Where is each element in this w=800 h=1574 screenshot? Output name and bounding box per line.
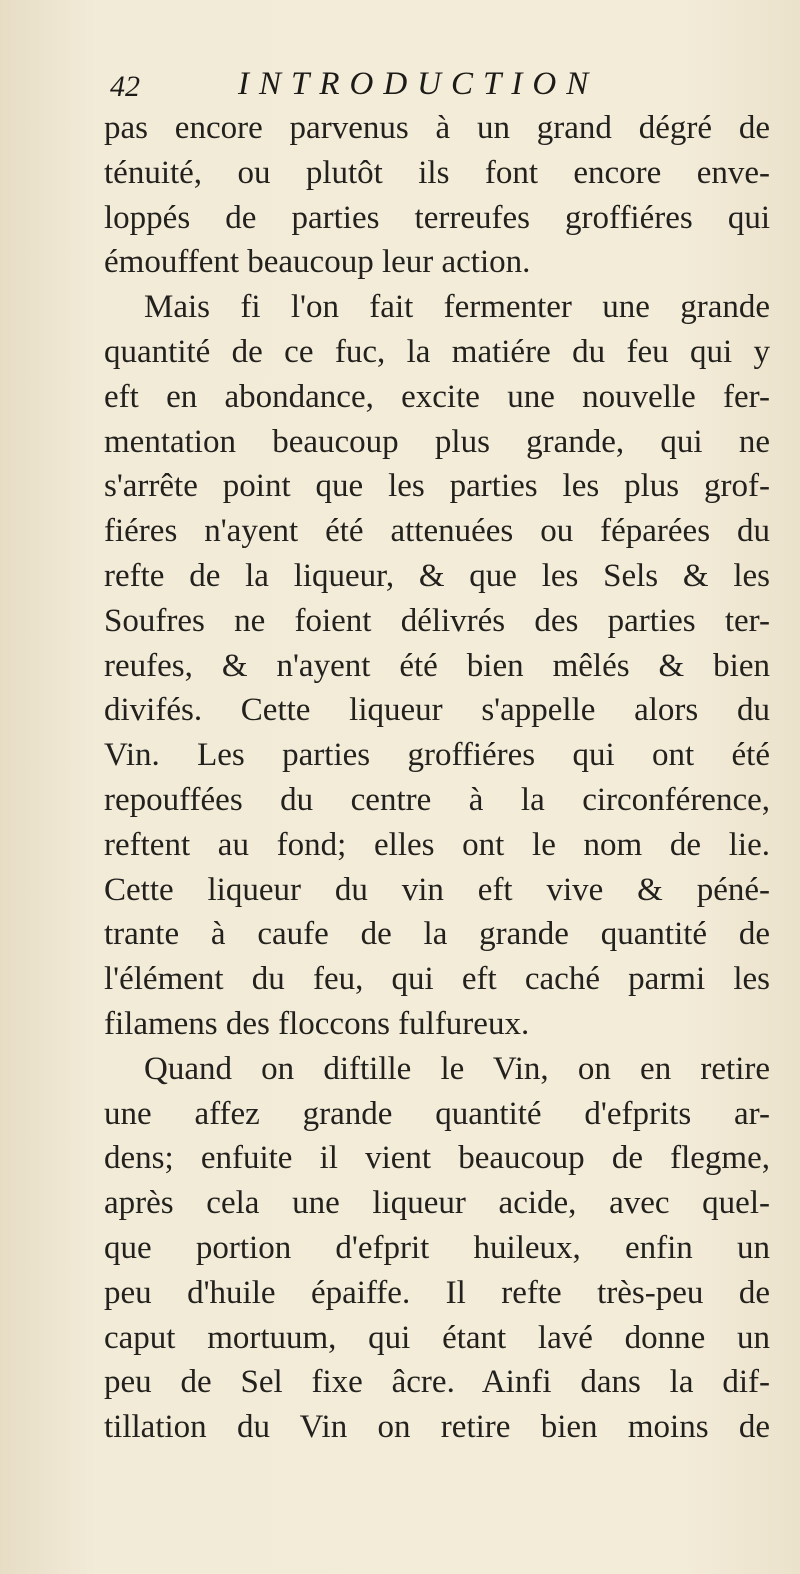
body-text [104,106,770,1450]
text-line-27: peu d'huile épaiffe. Il refte très-peu de [104,1274,770,1311]
text-line-17: reftent au fond; elles ont le nom de lie. [104,826,770,863]
text-line-9: s'arrête point que les parties les plus grof- [104,468,770,505]
text-line-1: pas encore parvenus à un grand dégré de [104,110,770,146]
text-line-10: fiéres n'ayent été attenuées ou féparées du [104,513,770,550]
text-line-4: émouffent beaucoup leur action. [104,244,531,281]
text-line-13: reufes, & n'ayent été bien mêlés & bien [104,647,770,684]
text-line-28: caput mortuum, qui étant lavé donne un [104,1319,770,1356]
text-line-25: après cela une liqueur acide, avec quel- [104,1185,770,1222]
text-line-14: divifés. Cette liqueur s'appelle alors du [104,692,770,729]
text-line-24: dens; enfuite il vient beaucoup de flegme, [104,1140,770,1177]
text-line-3: loppés de parties terreufes groffiéres qui [104,199,770,236]
text-line-16: repouffées du centre à la circonférence, [104,781,770,818]
running-title: INTRODUCTION [238,66,599,102]
text-line-26: que portion d'efprit huileux, enfin un [104,1229,770,1266]
text-line-5: Mais fi l'on fait fermenter une grande [144,289,770,326]
text-line-2: ténuité, ou plutôt ils font encore enve- [104,154,770,191]
text-line-22: Quand on diftille le Vin, on en retire [144,1050,770,1087]
text-line-7: eft en abondance, excite une nouvelle fer- [104,378,770,415]
text-line-21: filamens des floccons fulfureux. [104,1005,530,1042]
text-line-15: Vin. Les parties groffiéres qui ont été [104,737,770,774]
text-line-12: Soufres ne foient délivrés des parties ter- [104,602,770,639]
text-line-8: mentation beaucoup plus grande, qui ne [104,423,770,460]
text-line-11: refte de la liqueur, & que les Sels & les [104,557,770,594]
text-line-29: peu de Sel fixe âcre. Ainfi dans la dif- [104,1364,770,1401]
text-line-23: une affez grande quantité d'efprits ar- [104,1095,770,1132]
text-line-18: Cette liqueur du vin eft vive & péné- [104,871,770,908]
text-line-6: quantité de ce fuc, la matiére du feu qui y [104,333,770,370]
page-number: 42 [110,70,140,103]
text-line-30: tillation du Vin on retire bien moins de [104,1409,770,1446]
text-line-19: trante à caufe de la grande quantité de [104,916,770,953]
text-line-20: l'élément du feu, qui eft caché parmi les [104,961,770,998]
